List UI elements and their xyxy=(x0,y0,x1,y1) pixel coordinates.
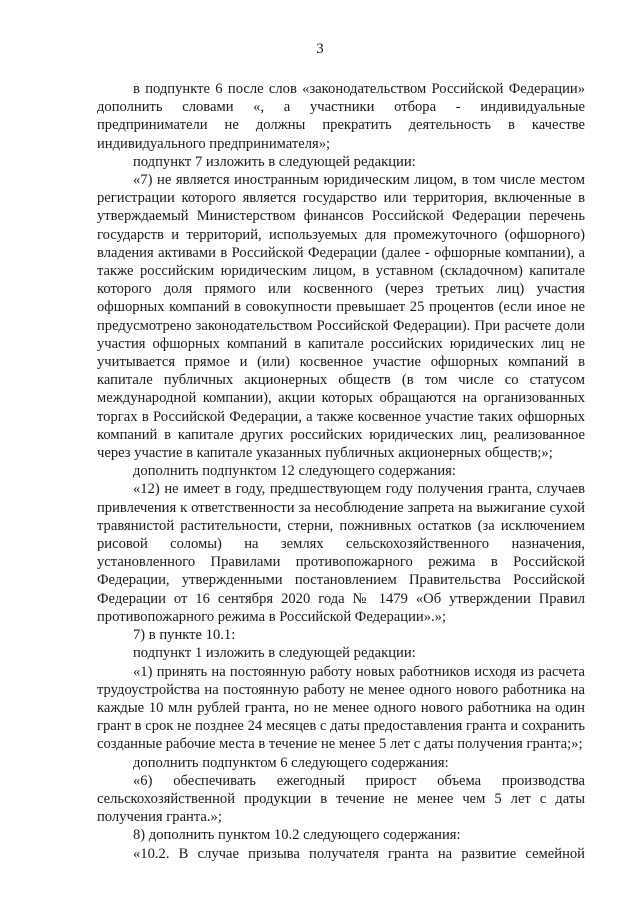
paragraph: подпункт 1 изложить в следующей редакции: xyxy=(133,645,416,662)
paragraph: «7) не является иностранным юридическим лицом, в том числе местом регистрации которого является государство или территория, включенные в утверждаемый Министерством финансов Российской Федерации перечень государств и территорий, используемых для промежуточного (офшорного) владения активами в Российской Федерации (далее - офшорные компании), а также российским юридическим лицом, в уставном (складочном) капитале которого доля прямого или косвенного (через третьих лиц) участия офшорных компаний в совокупности превышает 25 процентов (если иное не предусмотрено законодательством Российской Федерации). При расчете доли участия офшорных компаний в капитале российских юридических лиц не учитывается прямое и (или) косвенное участие офшорных компаний в капитале публичных акционерных обществ (в том числе со статусом международной компании), акции которых обращаются на организованных торгах в Российской Федерации, а также косвенное участие таких офшорных компаний в капитале других российских юридических лиц, реализованное через участие в капитале указанных публичных акционерных обществ;»; xyxy=(97,172,585,462)
paragraph: «6) обеспечивать ежегодный прирост объема производства сельскохозяйственной продукции в течение не менее чем 5 лет с даты получения гранта.»; xyxy=(97,772,585,826)
paragraph: «1) принять на постоянную работу новых работников исходя из расчета трудоустройства на постоянную работу не менее одного нового работника на каждые 10 млн рублей гранта, но не менее одного нового работника на один грант в срок не позднее 24 месяцев с даты предоставления гранта и сохранить созданные рабочие места в течение не менее 5 лет с даты получения гранта;»; xyxy=(97,663,585,753)
paragraph: подпункт 7 изложить в следующей редакции: xyxy=(133,153,416,170)
paragraph: дополнить подпунктом 12 следующего содержания: xyxy=(133,463,456,480)
paragraph: в подпункте 6 после слов «законодательством Российской Федерации» дополнить словами «, а участники отбора - индивидуальные предприниматели не должны прекратить деятельность в качестве индивидуального предпринимателя»; xyxy=(97,81,585,152)
paragraph: «10.2. В случае призыва получателя гранта на развитие семейной xyxy=(133,845,585,862)
paragraph: 7) в пункте 10.1: xyxy=(133,627,236,644)
page-number: 3 xyxy=(316,41,324,57)
paragraph: 8) дополнить пунктом 10.2 следующего содержания: xyxy=(133,827,461,844)
document-body xyxy=(97,80,585,863)
paragraph: «12) не имеет в году, предшествующем году получения гранта, случаев привлечения к ответственности за несоблюдение запрета на выжигание сухой травянистой растительности, стерни, пожнивных остатков (за исключением рисовой соломы) на землях сельскохозяйственного назначения, установленного Правилами противопожарного режима в Российской Федерации, утвержденными постановлением Правительства Российской Федерации от 16 сентября 2020 года № 1479 «Об утверждении Правил противопожарного режима в Российской Федерации».»; xyxy=(97,481,585,625)
paragraph: дополнить подпунктом 6 следующего содержания: xyxy=(133,754,449,771)
